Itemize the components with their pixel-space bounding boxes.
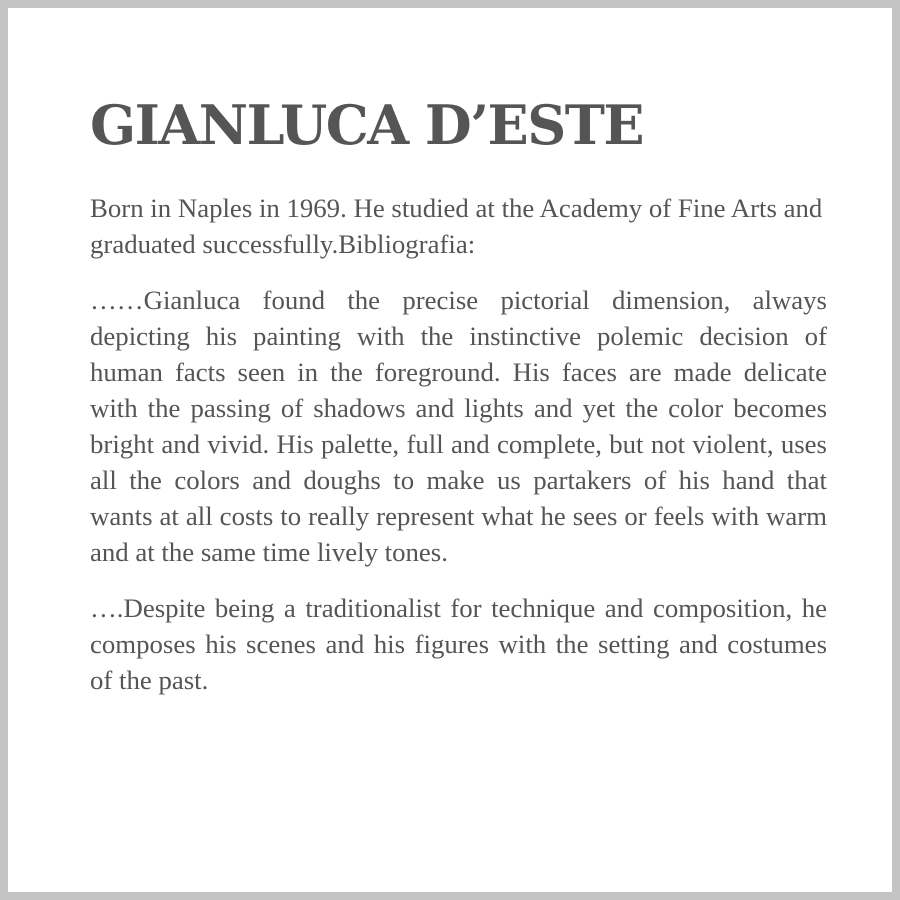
artist-name: GIANLUCA D’ESTE bbox=[90, 93, 644, 157]
bio-paragraph-technique: ….Despite being a traditionalist for technique and composition, he composes his scenes and his figures with the setting and costumes of the past. bbox=[90, 593, 827, 695]
bio-paragraph-intro: Born in Naples in 1969. He studied at the Academy of Fine Arts and graduated successfully.Bibliografia: bbox=[90, 193, 823, 259]
bio-content bbox=[90, 88, 827, 698]
bio-paragraph-critique: ……Gianluca found the precise pictorial dimension, always depicting his painting with the instinctive polemic decision of human facts seen in the foreground. His faces are made delicate with the passing of shadows and lights and yet the color becomes bright and vivid. His palette, full and complete, but not violent, uses all the colors and doughs to make us partakers of his hand that wants at all costs to really represent what he sees or feels with warm and at the same time lively tones. bbox=[90, 285, 827, 567]
